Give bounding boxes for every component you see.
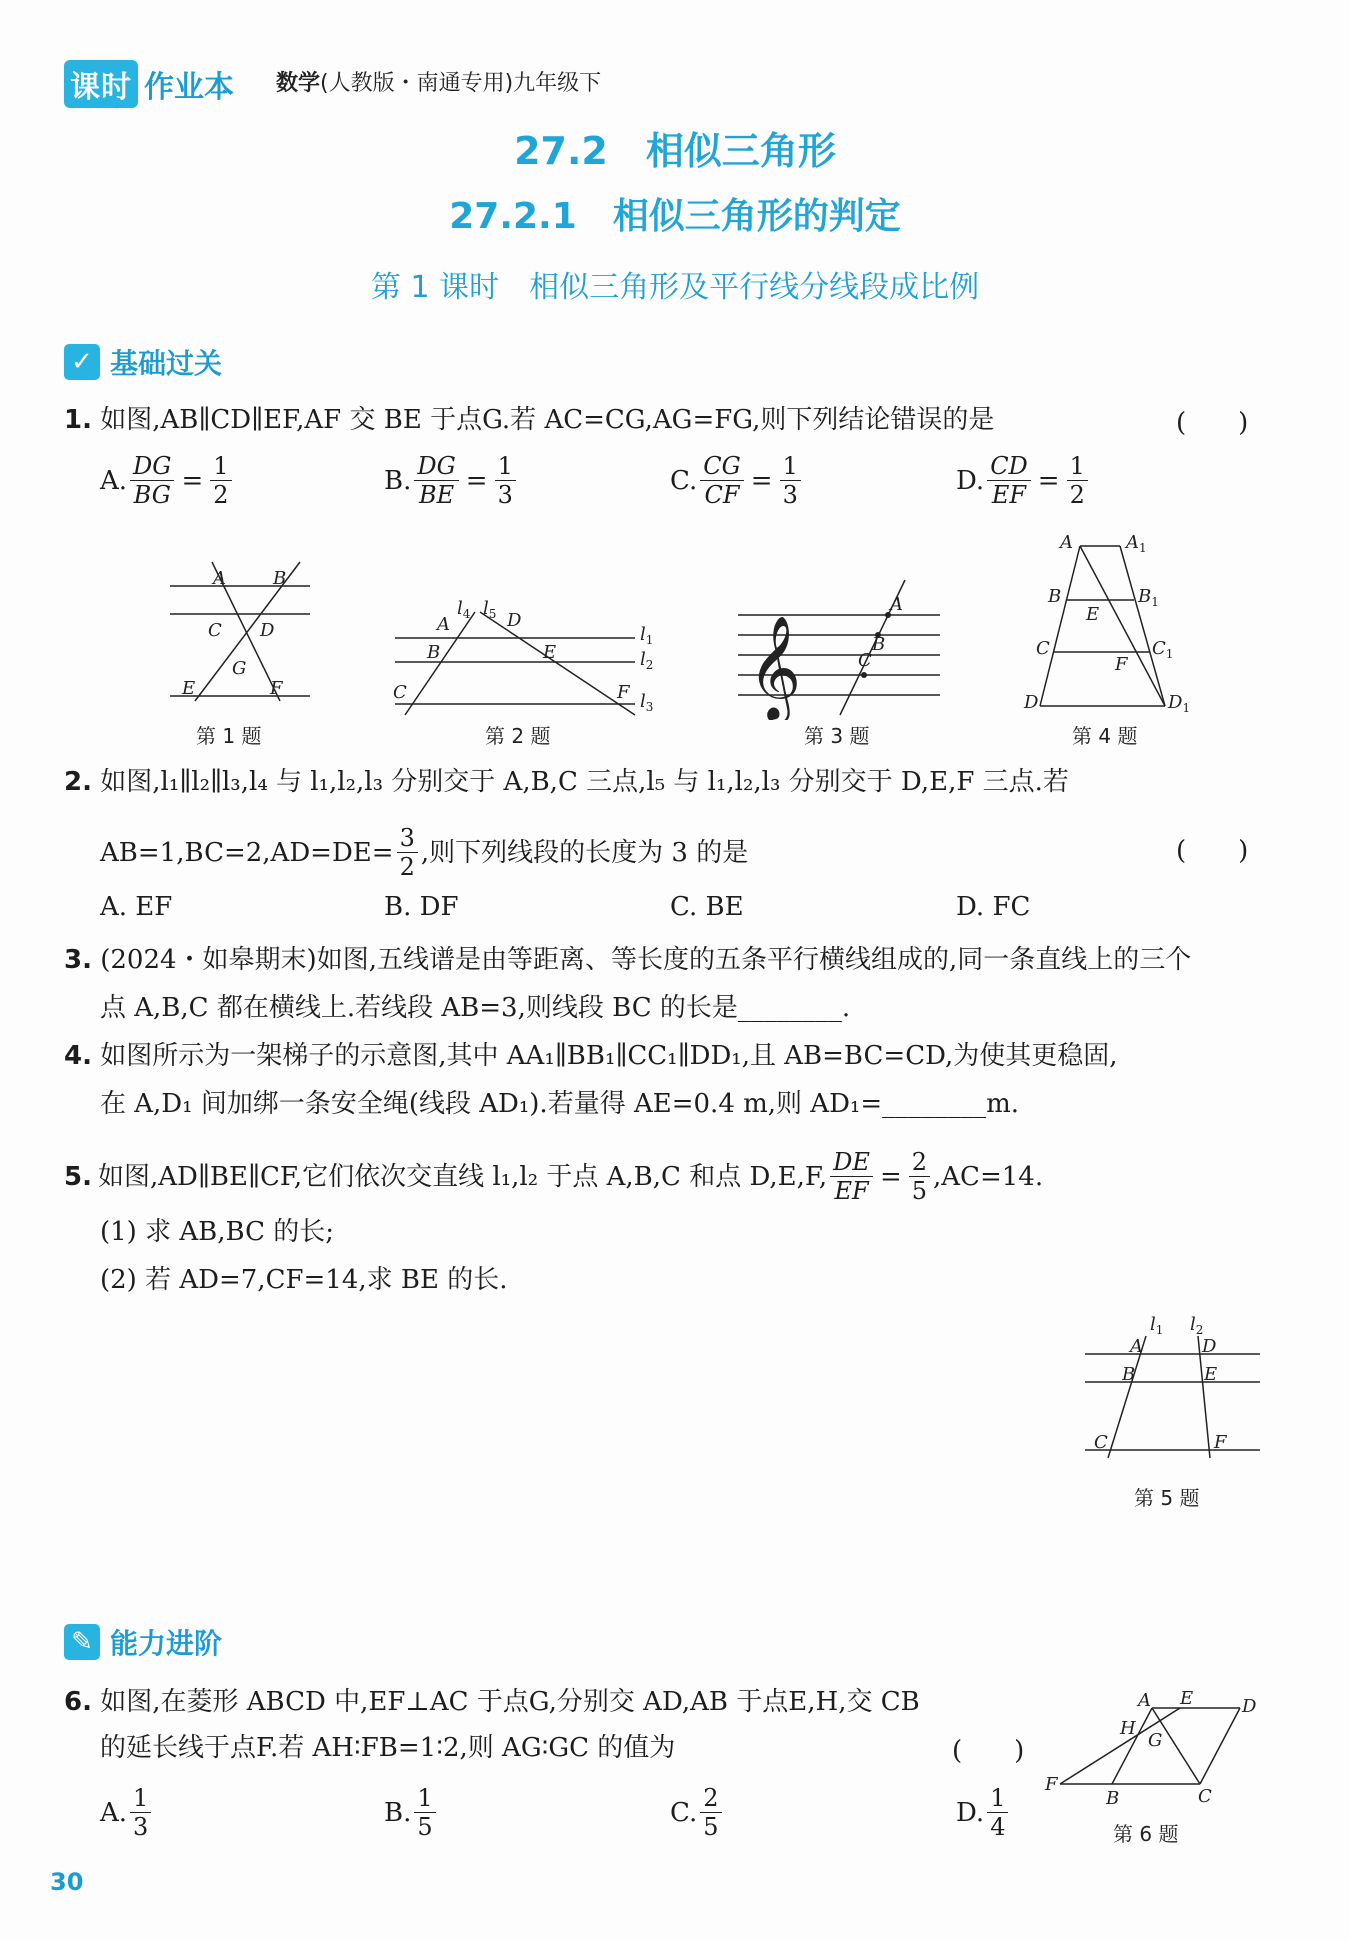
svg-text:C: C [1198,1786,1212,1806]
q2-stem-line2 [100,824,748,881]
q4-stem-line2: 在 A,D₁ 间加绑一条安全绳(线段 AD₁).若量得 AE=0.4 m,则 AD₁=________m. [100,1089,1020,1119]
svg-text:H: H [1120,1718,1136,1739]
section-advanced [64,1622,222,1662]
q1-answer-paren[interactable]: ( ) [1176,408,1249,438]
svg-text:F: F [617,682,630,703]
q6-number: 6. [64,1687,92,1717]
figure-1-caption: 第 1 题 [196,724,262,748]
q6-option-c[interactable]: C. $\frac{2}{5}$ [670,1784,725,1841]
svg-text:C: C [1036,638,1050,659]
section-basic [64,342,222,382]
svg-text:l4: $l_4$ [457,598,471,621]
q5-sub1: (1) 求 AB,BC 的长; [100,1217,335,1247]
figure-5-caption: 第 5 题 [1134,1486,1200,1510]
q2-answer-paren[interactable]: ( ) [1176,836,1249,866]
figure-6-caption: 第 6 题 [1113,1822,1179,1846]
q2-option-a[interactable]: A. EF [100,892,173,922]
svg-text:l2: $l_2$ [640,649,654,672]
fraction: $\frac{1}{3}$ [780,452,801,509]
svg-text:D: D [1202,1336,1217,1357]
svg-text:F: F [1115,654,1128,675]
svg-text:l2: $l_2$ [1190,1314,1204,1337]
svg-text:D: D [507,610,522,631]
q2-option-b[interactable]: B. DF [384,892,459,922]
q2-text-line1: 如图,l₁∥l₂∥l₃,l₄ 与 l₁,l₂,l₃ 分别交于 A,B,C 三点,l₅ 与 l₁,l₂,l₃ 分别交于 D,E,F 三点.若 [100,767,1069,797]
figure-3-caption: 第 3 题 [804,724,870,748]
figure-2 [385,590,665,720]
svg-text:G: G [1148,1730,1163,1751]
fraction: $\frac{3}{2}$ [397,824,418,881]
figure-4 [1020,530,1200,720]
fraction: $\frac{CD}{EF}$ [987,452,1031,509]
svg-text:F: F [1214,1432,1227,1453]
q6-answer-paren[interactable]: ( ) [952,1736,1025,1766]
q6-option-d[interactable]: D. $\frac{1}{4}$ [956,1784,1011,1841]
q2-text-line2b: ,则下列线段的长度为 3 的是 [420,837,749,868]
fraction: $\frac{2}{5}$ [700,1784,721,1841]
logo-text: 作业本 [144,70,234,105]
svg-text:A: A [1060,532,1073,553]
point-c [861,672,867,678]
svg-text:C: C [1094,1432,1108,1453]
q5-text-line1a: 如图,AD∥BE∥CF,它们依次交直线 l₁,l₂ 于点 A,B,C 和点 D,E,F, [97,1161,828,1192]
checkbox-icon: ✓ [64,344,100,380]
q4-stem-line1 [64,1038,1118,1074]
svg-text:E: E [1204,1364,1218,1385]
option-label: D. [956,465,985,496]
svg-text:A1: $A_1$ [1126,532,1147,555]
figure-1 [160,556,320,706]
q6-option-b[interactable]: B. $\frac{1}{5}$ [384,1784,439,1841]
fraction: $\frac{CG}{CF}$ [700,452,744,509]
book-logo [64,60,234,108]
fraction: $\frac{1}{3}$ [130,1784,151,1841]
svg-text:A: A [213,568,226,589]
figure-5 [1080,1310,1270,1460]
q6-stem-line2: 的延长线于点F.若 AH∶FB=1∶2,则 AG∶GC 的值为 [100,1733,676,1763]
figure-6 [1040,1686,1270,1806]
svg-text:D1: $D_1$ [1168,692,1191,715]
svg-text:C: C [858,650,872,671]
q2-option-d[interactable]: D. FC [956,892,1031,922]
svg-text:B: B [1122,1364,1136,1385]
subsection-title: 27.2.1 相似三角形的判定 [449,196,901,237]
q2-option-c[interactable]: C. BE [670,892,744,922]
svg-text:G: G [232,658,247,679]
section-basic-label: 基础过关 [110,347,223,380]
section-title: 27.2 相似三角形 [514,129,836,173]
svg-text:D: D [1024,692,1039,713]
q3-stem-line2: 点 A,B,C 都在横线上.若线段 AB=3,则线段 BC 的长是________. [100,993,851,1023]
section-advanced-label: 能力进阶 [110,1627,223,1660]
q1-option-c[interactable]: C. $\frac{CG}{CF}$ = $\frac{1}{3}$ [670,452,804,509]
svg-text:l1: $l_1$ [640,624,654,647]
fraction: $\frac{1}{4}$ [987,1784,1008,1841]
q3-stem-line1 [64,942,1191,978]
svg-text:C: C [393,682,407,703]
q6-stem-line1 [64,1684,920,1720]
q5-stem: 5. 如图,AD∥BE∥CF,它们依次交直线 l₁,l₂ 于点 A,B,C 和点 D,E,F, $\frac{DE}{EF}$ = $\frac{2}{5}$ ,AC=14. [64,1148,1044,1205]
q6-text-line1: 如图,在菱形 ABCD 中,EF⊥AC 于点G,分别交 AD,AB 于点E,H,交 CB [100,1687,920,1717]
q5-text-line1b: ,AC=14. [933,1161,1044,1192]
q2-number: 2. [64,767,92,797]
fraction: $\frac{DG}{BE}$ [414,452,458,509]
subject-edition: (人教版・南通专用)九年级下 [320,71,602,96]
svg-text:A: A [437,614,450,635]
q1-number: 1. [64,405,92,435]
q1-text: 如图,AB∥CD∥EF,AF 交 BE 于点G.若 AC=CG,AG=FG,则下列结论错误的是 [100,405,995,435]
option-label: B. [384,465,412,496]
svg-text:F: F [270,678,283,699]
q5-number: 5. [64,1161,92,1192]
svg-text:B: B [273,568,287,589]
svg-text:B: B [427,642,441,663]
option-label: C. [670,465,698,496]
svg-text:C: C [208,620,222,641]
svg-text:E: E [1180,1688,1194,1709]
fraction: $\frac{1}{2}$ [1067,452,1088,509]
q1-stem [64,402,994,438]
svg-text:l3: $l_3$ [640,691,654,714]
q5-sub2: (2) 若 AD=7,CF=14,求 BE 的长. [100,1265,508,1295]
svg-text:B: B [1048,586,1062,607]
svg-text:A: A [1130,1336,1143,1357]
svg-text:E: E [1086,604,1100,625]
q3-number: 3. [64,945,92,975]
q2-stem-line1 [64,764,1069,800]
fraction: $\frac{1}{5}$ [414,1784,435,1841]
q2-text-line2a: AB=1,BC=2,AD=DE= [100,837,394,868]
fraction: $\frac{DG}{BG}$ [130,452,174,509]
svg-text:l5: $l_5$ [483,598,497,621]
svg-text:A: A [890,594,903,615]
fraction: $\frac{2}{5}$ [909,1148,930,1205]
figure-3 [730,570,950,720]
pencil-icon: ✎ [64,1624,100,1660]
svg-text:E: E [543,642,557,663]
fraction: $\frac{DE}{EF}$ [830,1148,873,1205]
figure-4-caption: 第 4 题 [1072,724,1138,748]
svg-text:A: A [1138,1690,1151,1711]
svg-text:E: E [182,678,196,699]
q3-text-line1: (2024・如皋期末)如图,五线谱是由等距离、等长度的五条平行横线组成的,同一条直线上的三个 [100,945,1192,975]
svg-text:F: F [1045,1774,1058,1795]
svg-text:D: D [260,620,275,641]
treble-clef-icon: 𝄞 [748,615,802,720]
q1-option-b[interactable]: B. $\frac{DG}{BE}$ = $\frac{1}{3}$ [384,452,519,509]
q4-text-line1: 如图所示为一架梯子的示意图,其中 AA₁∥BB₁∥CC₁∥DD₁,且 AB=BC=CD,为使其更稳固, [100,1041,1118,1071]
subject-name: 数学 [276,71,321,96]
svg-text:B: B [872,634,886,655]
q1-option-a[interactable]: A. $\frac{DG}{BG}$ = $\frac{1}{2}$ [100,452,235,509]
fraction: $\frac{1}{2}$ [210,452,231,509]
q1-option-d[interactable]: D. $\frac{CD}{EF}$ = $\frac{1}{2}$ [956,452,1091,509]
figure-2-caption: 第 2 题 [485,724,551,748]
fraction: $\frac{1}{3}$ [495,452,516,509]
svg-text:l1: $l_1$ [1150,1314,1164,1337]
subject-line [276,66,601,97]
page-number: 30 [50,1868,84,1896]
svg-text:C1: $C_1$ [1152,638,1174,661]
lesson-title: 第 1 课时 相似三角形及平行线分线段成比例 [370,270,980,305]
svg-text:B1: $B_1$ [1138,586,1159,609]
q6-option-a[interactable]: A. $\frac{1}{3}$ [100,1784,154,1841]
svg-text:D: D [1242,1696,1257,1717]
q4-number: 4. [64,1041,92,1071]
logo-mark: 课时 [64,60,138,108]
svg-text:B: B [1106,1788,1120,1806]
option-label: A. [100,465,128,496]
